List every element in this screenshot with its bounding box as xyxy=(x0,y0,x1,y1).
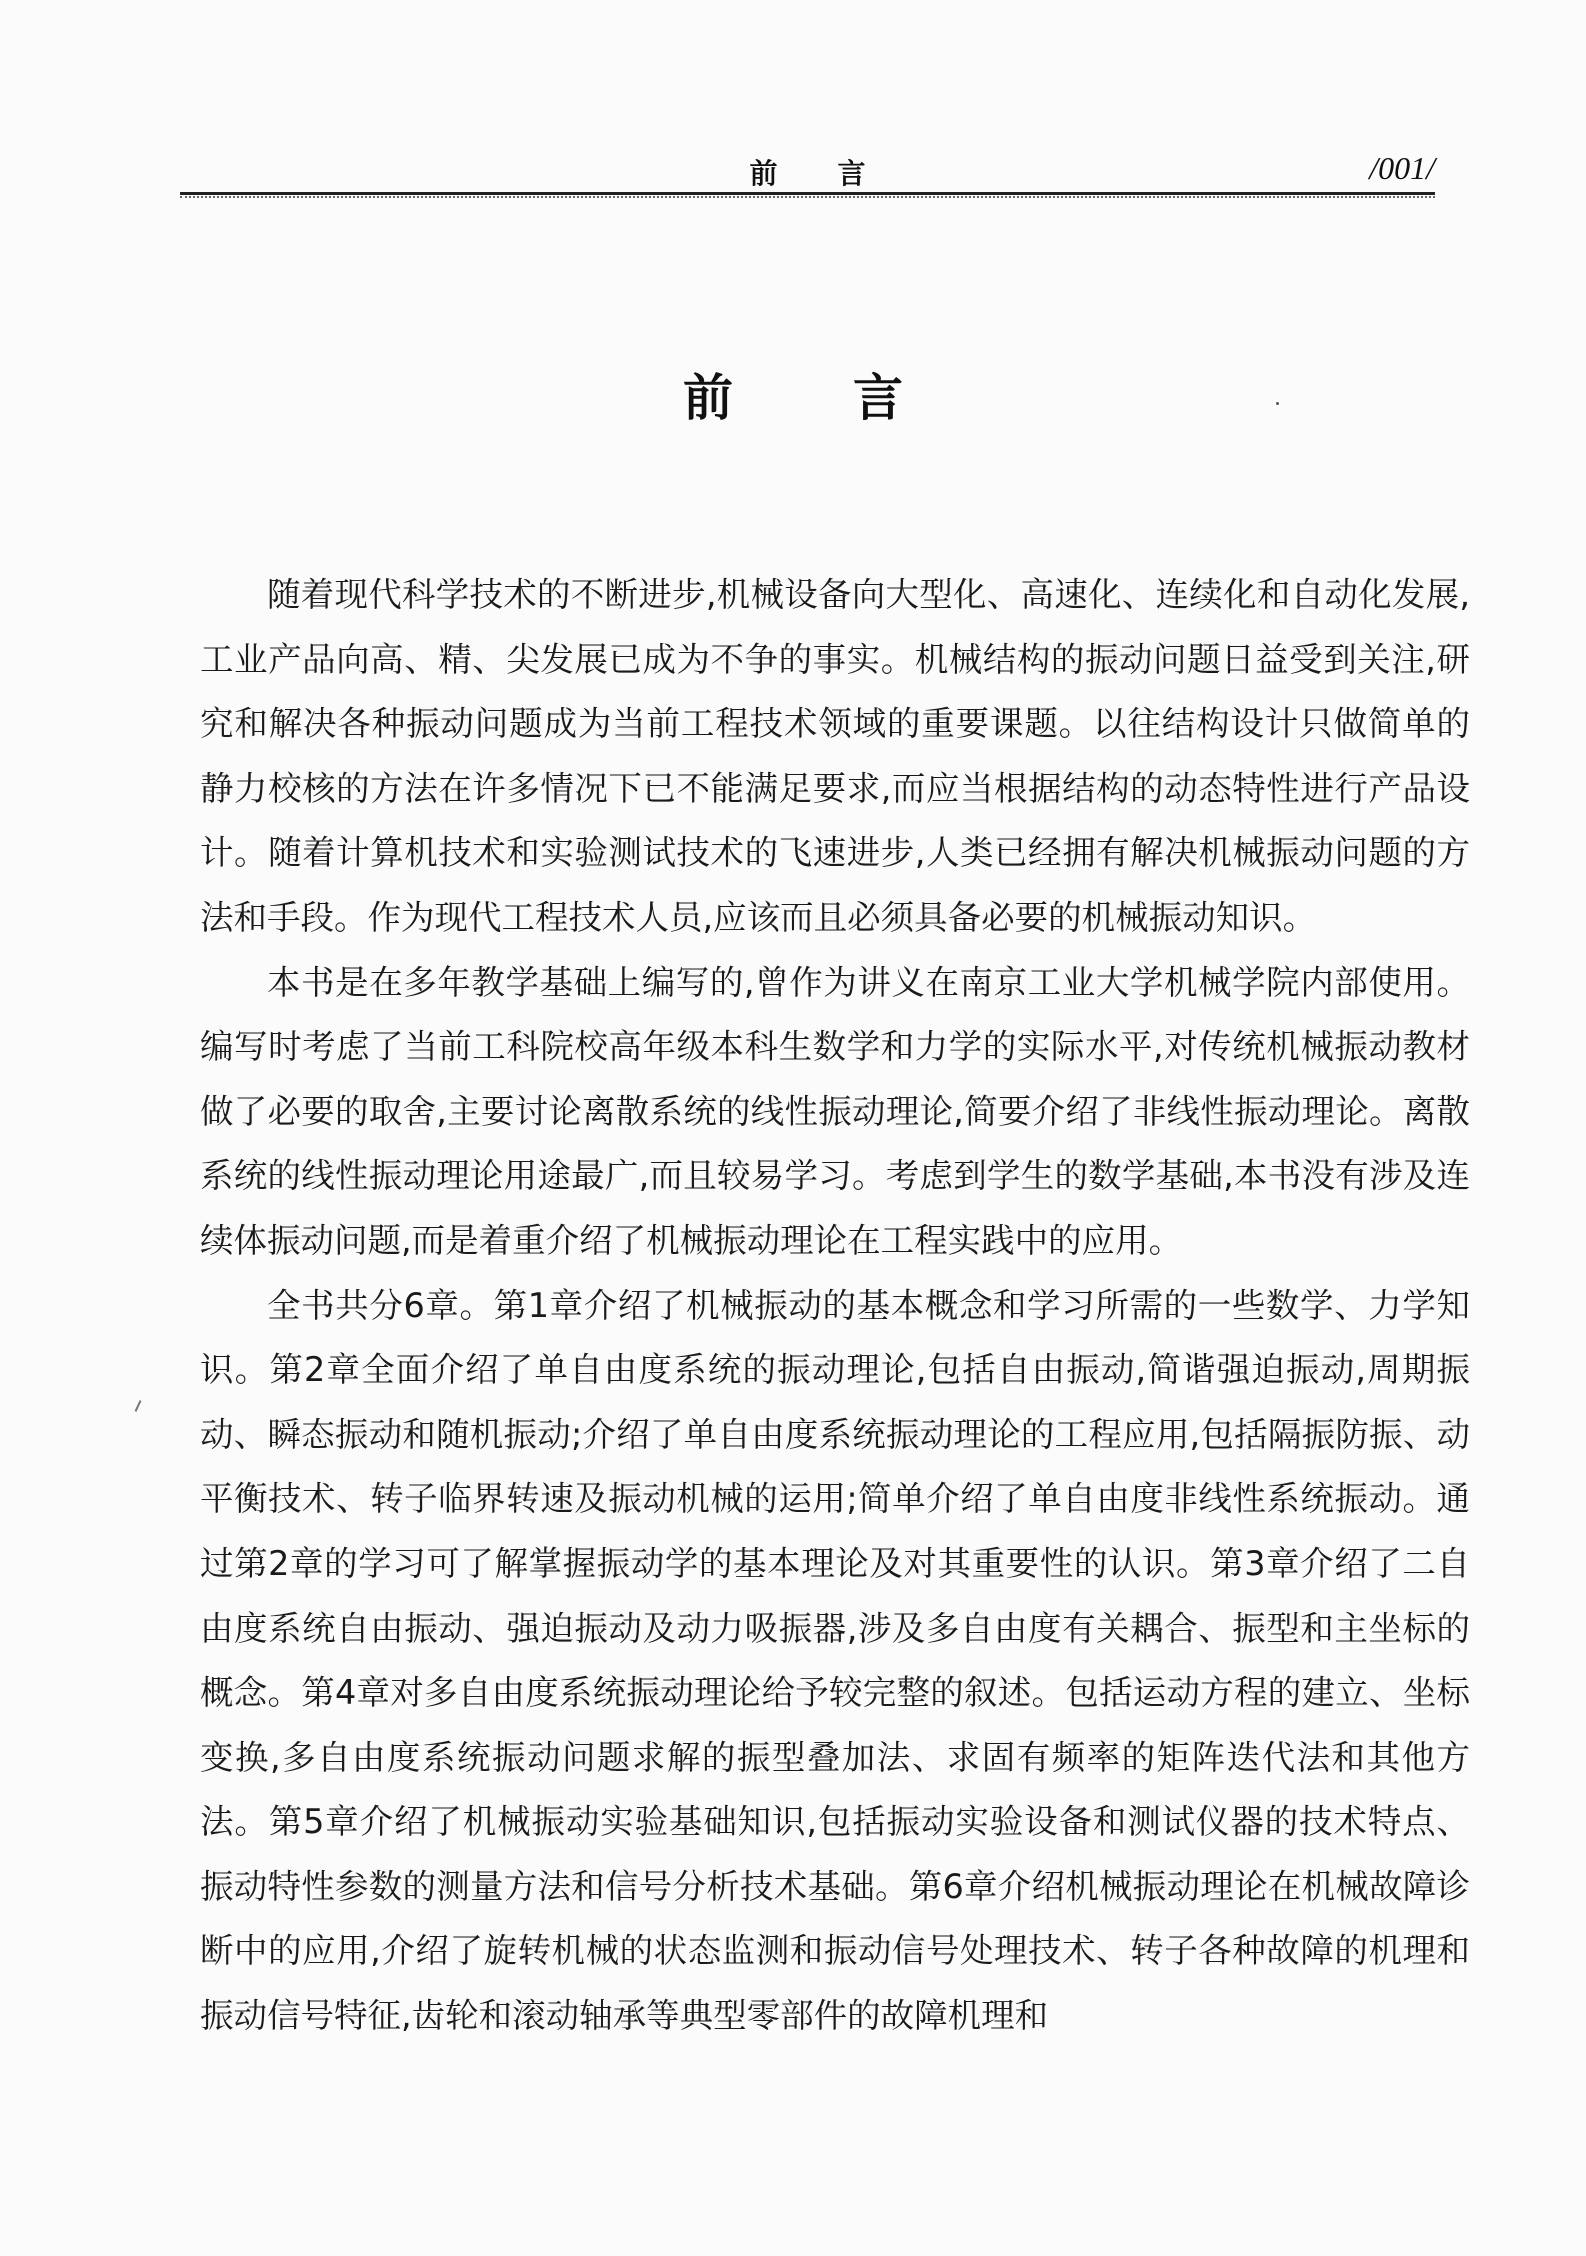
margin-mark xyxy=(135,1400,142,1412)
scan-speck xyxy=(1276,402,1279,405)
body-text xyxy=(200,563,1470,2049)
header-dotted-rule xyxy=(180,196,1435,198)
header-rule xyxy=(180,192,1435,195)
paragraph: 全书共分6章。第1章介绍了机械振动的基本概念和学习所需的一些数学、力学知识。第2章全面介绍了单自由度系统的振动理论,包括自由振动,简谐强迫振动,周期振动、瞬态振动和随机振动;介绍了单自由度系统振动理论的工程应用,包括隔振防振、动平衡技术、转子临界转速及振动机械的运用;简单介绍了单自由度非线性系统振动。通过第2章的学习可了解掌握振动学的基本理论及对其重要性的认识。第3章介绍了二自由度系统自由振动、强迫振动及动力吸振器,涉及多自由度有关耦合、振型和主坐标的概念。第4章对多自由度系统振动理论给予较完整的叙述。包括运动方程的建立、坐标变换,多自由度系统振动问题求解的振型叠加法、求固有频率的矩阵迭代法和其他方法。第5章介绍了机械振动实验基础知识,包括振动实验设备和测试仪器的技术特点、振动特性参数的测量方法和信号分析技术基础。第6章介绍机械振动理论在机械故障诊断中的应用,介绍了旋转机械的状态监测和振动信号处理技术、转子各种故障的机理和振动信号特征,齿轮和滚动轴承等典型零部件的故障机理和 xyxy=(200,1285,1470,2036)
paragraph: 随着现代科学技术的不断进步,机械设备向大型化、高速化、连续化和自动化发展,工业产品向高、精、尖发展已成为不争的事实。机械结构的振动问题日益受到关注,研究和解决各种振动问题成为当前工程技术领域的重要课题。以往结构设计只做简单的静力校核的方法在许多情况下已不能满足要求,而应当根据结构的动态特性进行产品设计。随着计算机技术和实验测试技术的飞速进步,人类已经拥有解决机械振动问题的方法和手段。作为现代工程技术人员,应该而且必须具备必要的机械振动知识。 xyxy=(200,575,1470,937)
page-number: /001/ xyxy=(1369,150,1435,186)
paragraph: 本书是在多年教学基础上编写的,曾作为讲义在南京工业大学机械学院内部使用。编写时考虑了当前工科院校高年级本科生数学和力学的实际水平,对传统机械振动教材做了必要的取舍,主要讨论离散系统的线性振动理论,简要介绍了非线性振动理论。离散系统的线性振动理论用途最广,而且较易学习。考虑到学生的数学基础,本书没有涉及连续体振动问题,而是着重介绍了机械振动理论在工程实践中的应用。 xyxy=(200,962,1470,1260)
running-head xyxy=(180,150,1435,190)
page-heading: 前言 xyxy=(683,369,1023,427)
running-head-title: 前言 xyxy=(749,157,926,190)
